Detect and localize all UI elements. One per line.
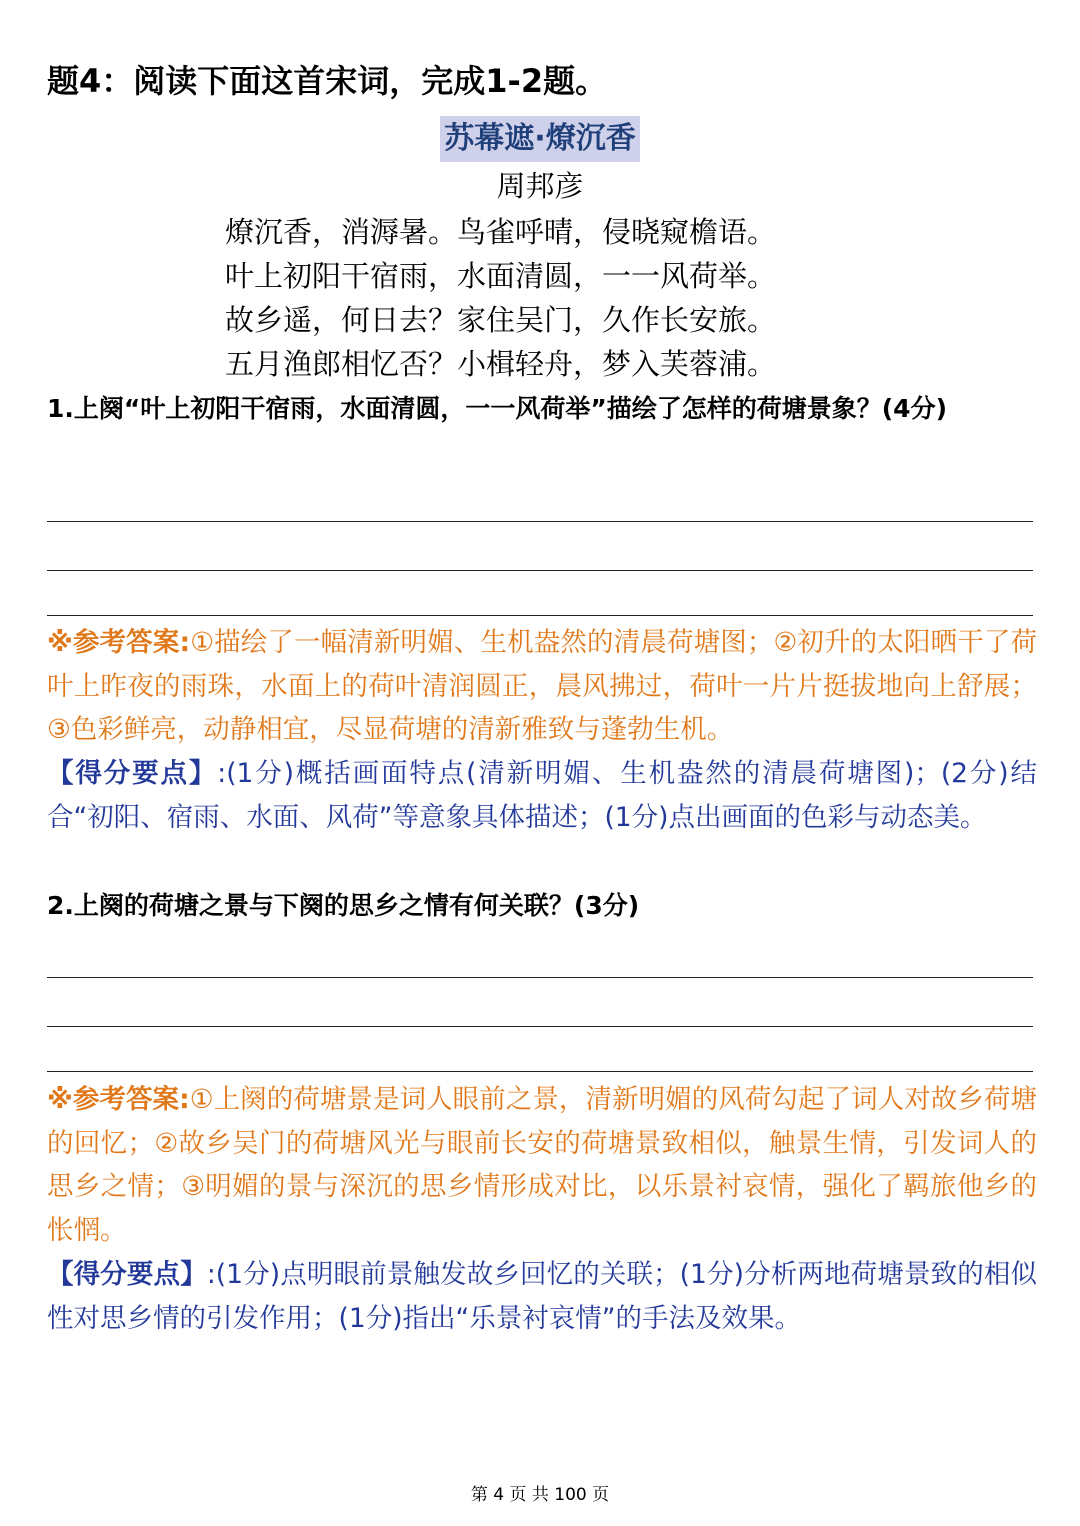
answer-line	[47, 615, 1033, 616]
poem-title-container	[0, 116, 1080, 162]
answer-line	[47, 570, 1033, 571]
answer-line	[47, 521, 1033, 522]
points-text: :(1分)点明眼前景触发故乡回忆的关联；(1分)分析两地荷塘景致的相似性对思乡情的引发作用；(1分)指出“乐景衬哀情”的手法及效果。	[47, 1259, 1037, 1334]
answer-label: ※参考答案:	[47, 627, 191, 658]
poem-author: 周邦彦	[496, 169, 584, 203]
question-1: 1.上阕“叶上初阳干宿雨，水面清圆，一一风荷举”描绘了怎样的荷塘景象？(4分)	[47, 394, 948, 423]
answer-text: ①上阕的荷塘景是词人眼前之景，清新明媚的风荷勾起了词人对故乡荷塘的回忆；②故乡吴门的荷塘风光与眼前长安的荷塘景致相似，触景生情，引发词人的思乡之情；③明媚的景与深沉的思乡情形成对比，以乐景衬哀情，强化了羁旅他乡的怅惘。	[47, 1084, 1037, 1246]
page-number: 第 4 页 共 100 页	[470, 1485, 610, 1505]
poem-body	[225, 210, 865, 386]
answer-line	[47, 1071, 1033, 1072]
q2-scoring-points	[47, 1253, 1037, 1340]
poem-title: 苏幕遮·燎沉香	[440, 116, 639, 162]
answer-label: ※参考答案:	[47, 1084, 190, 1115]
q1-reference-answer	[47, 621, 1037, 752]
points-label: 【得分要点】	[47, 758, 218, 789]
poem-line: 故乡遥，何日去？家住吴门，久作长安旅。	[225, 303, 777, 337]
exercise-heading: 题4：阅读下面这首宋词，完成1-2题。	[47, 62, 608, 100]
points-label: 【得分要点】	[47, 1259, 207, 1290]
answer-line	[47, 1026, 1033, 1027]
q2-reference-answer	[47, 1078, 1037, 1252]
poem-line: 叶上初阳干宿雨，水面清圆，一一风荷举。	[225, 259, 777, 293]
answer-line	[47, 977, 1033, 978]
poem-line: 五月渔郎相忆否？小楫轻舟，梦入芙蓉浦。	[225, 347, 777, 381]
poem-line: 燎沉香，消溽暑。鸟雀呼晴，侵晓窥檐语。	[225, 215, 777, 249]
answer-text: ①描绘了一幅清新明媚、生机盎然的清晨荷塘图；②初升的太阳晒干了荷叶上昨夜的雨珠，水面上的荷叶清润圆正，晨风拂过，荷叶一片片挺拔地向上舒展；③色彩鲜亮，动静相宜，尽显荷塘的清新雅致与蓬勃生机。	[47, 627, 1037, 745]
question-2: 2.上阕的荷塘之景与下阕的思乡之情有何关联？(3分)	[47, 891, 640, 920]
q1-scoring-points	[47, 752, 1037, 839]
points-text: :(1分)概括画面特点(清新明媚、生机盎然的清晨荷塘图)；(2分)结合“初阳、宿雨、水面、风荷”等意象具体描述；(1分)点出画面的色彩与动态美。	[47, 758, 1037, 833]
